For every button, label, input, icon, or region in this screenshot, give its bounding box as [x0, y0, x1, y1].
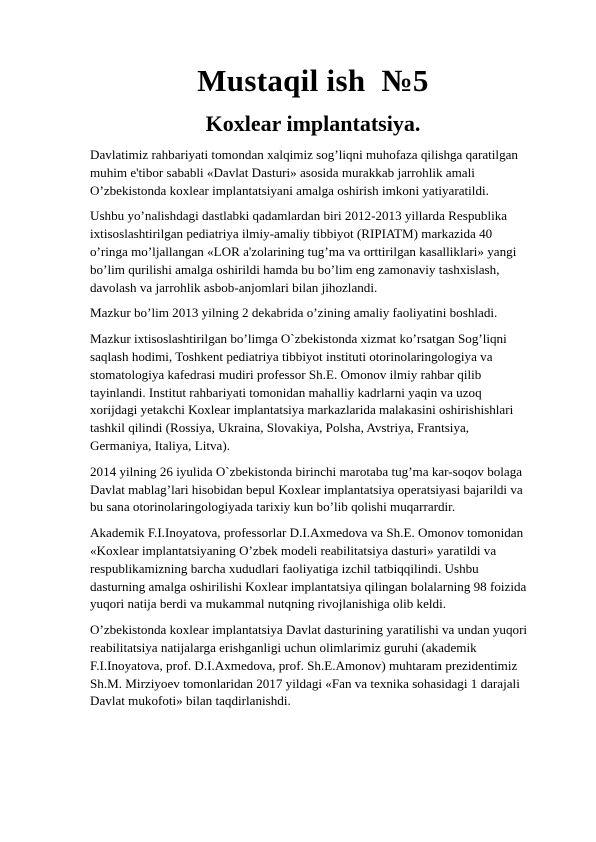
paragraph-intro: Davlatimiz rahbariyati tomondan xalqimiz sog’liqni muhofaza qilishga qaratilgan muhim e'tibor sababli «Davlat Dasturi» asosida murakkab jarrohlik amali O’zbekistonda koxlear implantatsiyani amalga oshirish imkoni yatiyaratildi. — [90, 147, 518, 198]
paragraph-first-steps: Ushbu yo’nalishdagi dastlabki qadamlardan biri 2012-2013 yillarda Respublika ixtisoslashtirilgan pediatriya ilmiy-amaliy tibbiyot (RIPIATM) markazida 40 o’ringa mo’ljallangan «LOR a'zolarining tug’ma va orttirilgan kasalliklari» yangi bo’lim qurilishi amalga oshirildi hamda bu bo’lim eng zamonaviy tashxislash, davolash va jarrohlik asbob-anjomlari bilan jihozlandi. — [90, 208, 517, 295]
paragraph-leadership: Mazkur ixtisoslashtirilgan bo’limga O`zbekistonda xizmat ko’rsatgan Sog’liqni saqlash hodimi, Toshkent pediatriya tibbiyot instituti otorinolaringologiya va stomatologiya kafedrasi mudiri professor Sh.E. Omonov ilmiy rahbar qilib tayinlandi. Institut rahbariyati tomonidan mahalliy kadrlarni yaqin va uzoq xorijdagi yetakchi Koxlear implantatsiya markazlarida malakasini oshirishishlari tashkil qilindi (Rossiya, Ukraina, Slovakiya, Polsha, Avstriya, Frantsiya, Germaniya, Italiya, Litva). — [90, 331, 514, 453]
paragraph-rehab-program: Akademik F.I.Inoyatova, professorlar D.I.Axmedova va Sh.E. Omonov tomonidan «Koxlear implantatsiyaning O’zbek modeli reabilitatsiya dasturi» yaratildi va respublikamizning barcha xududlari faoliyatiga izchil tatbiqqilindi. Ushbu dasturning amalga oshirilishi Koxlear implantatsiya qilingan bolalarning 98 foizida yuqori natija berdi va mukammal nutqning rivojlanishiga olib keldi. — [90, 525, 527, 612]
paragraph-department-start: Mazkur bo’lim 2013 yilning 2 dekabrida o’zining amaliy faoliyatini boshladi. — [90, 305, 498, 321]
paragraph-first-operation: 2014 yilning 26 iyulida O`zbekistonda birinchi marotaba tug’ma kar-soqov bolaga Davlat mablag’lari hisobidan bepul Koxlear implantatsiya operatsiyasi bajarildi va bu sana otorinolaringologiyada tarixiy kun bo’lib qolishi muqarrardir. — [90, 463, 523, 515]
document-title: Mustaqil ish №5 — [197, 63, 429, 98]
document-subtitle: Koxlear implantatsiya. — [205, 111, 421, 136]
paragraph-state-award: O’zbekistonda koxlear implantatsiya Davlat dasturining yaratilishi va undan yuqori reabilitatsiya natijalarga erishganligi uchun olimlarimiz guruhi (akademik F.I.Inoyatova, prof. D.I.Axmedova, prof. Sh.E.Amonov) muhtaram prezidentimiz Sh.M. Mirziyoev tomonlaridan 2017 yildagi «Fan va texnika sohasidagi 1 darajali Davlat mukofoti» bilan taqdirlanishdi. — [90, 622, 528, 709]
